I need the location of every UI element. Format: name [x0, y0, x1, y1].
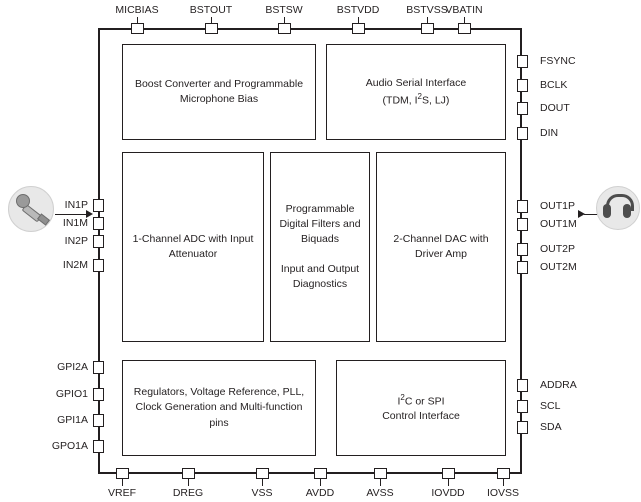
pin-label-dreg: DREG	[172, 487, 204, 499]
pin-pad-in2p	[93, 235, 104, 248]
block-control-label-line1: $I^2C$ or SPI	[397, 392, 445, 408]
microphone-icon	[8, 186, 54, 232]
pin-lead-bstsw	[284, 17, 285, 24]
pin-label-gpi1a: GPI1A	[57, 414, 88, 426]
pin-pad-din	[517, 127, 528, 140]
pin-lead-vbatin	[464, 17, 465, 24]
pin-pad-bclk	[517, 79, 528, 92]
pin-pad-bstvdd	[352, 23, 365, 34]
pin-lead-bstvdd	[358, 17, 359, 24]
pin-label-out2m: OUT2M	[540, 261, 577, 273]
pin-pad-dout	[517, 102, 528, 115]
pin-label-bstvdd: BSTVDD	[336, 4, 380, 16]
pin-pad-out2m	[517, 261, 528, 274]
headphone-arrow-icon	[578, 210, 585, 218]
pin-label-iovdd: IOVDD	[431, 487, 465, 499]
pin-label-avdd: AVDD	[305, 487, 335, 499]
pin-pad-in1p	[93, 199, 104, 212]
block-dac	[376, 152, 506, 342]
pin-label-vss: VSS	[251, 487, 273, 499]
block-adc	[122, 152, 264, 342]
pin-label-micbias: MICBIAS	[115, 4, 159, 16]
pin-label-avss: AVSS	[366, 487, 394, 499]
headphones-icon-right-cup	[623, 204, 631, 218]
block-boost-converter	[122, 44, 316, 140]
pin-pad-sda	[517, 421, 528, 434]
pin-lead-vref	[122, 479, 123, 486]
pin-label-out1m: OUT1M	[540, 218, 577, 230]
pin-label-gpi2a: GPI2A	[57, 361, 88, 373]
pin-label-gpio1: GPIO1	[55, 388, 88, 400]
pin-label-bstout: BSTOUT	[189, 4, 233, 16]
block-control-label-line2: Control Interface	[382, 410, 460, 423]
mic-connection-line	[55, 214, 87, 215]
block-control-interface	[336, 360, 506, 456]
pin-label-bclk: BCLK	[540, 79, 568, 91]
pin-pad-scl	[517, 400, 528, 413]
block-boost-label: Boost Converter and Programmable Microphone Bias	[134, 77, 304, 105]
pin-label-sda: SDA	[540, 421, 562, 433]
pin-label-bstsw: BSTSW	[265, 4, 303, 16]
pin-label-din: DIN	[540, 127, 559, 139]
microphone-icon-capsule	[16, 194, 30, 208]
pin-label-bstvss: BSTVSS	[406, 4, 448, 16]
pin-pad-bstsw	[278, 23, 291, 34]
block-dac-label: 2-Channel DAC with Driver Amp	[393, 232, 489, 260]
pin-label-in2m: IN2M	[62, 259, 88, 271]
pin-label-gpo1a: GPO1A	[51, 440, 88, 452]
pin-pad-gpio1	[93, 388, 104, 401]
pin-pad-iovss	[497, 468, 510, 479]
pin-label-in2p: IN2P	[64, 235, 88, 247]
pin-pad-vbatin	[458, 23, 471, 34]
pin-label-vref: VREF	[107, 487, 137, 499]
block-digital-filters	[270, 152, 370, 342]
mic-arrow-icon	[86, 210, 93, 218]
headphones-icon	[596, 186, 640, 230]
block-asi-label-line2: (TDM, $I^2S$, LJ)	[382, 91, 450, 107]
pin-label-out2p: OUT2P	[540, 243, 576, 255]
pin-pad-dreg	[182, 468, 195, 479]
block-adc-label: 1-Channel ADC with Input Attenuator	[132, 232, 254, 260]
pin-pad-fsync	[517, 55, 528, 68]
pin-pad-out1p	[517, 200, 528, 213]
pin-pad-vref	[116, 468, 129, 479]
pin-lead-micbias	[137, 17, 138, 24]
pin-lead-avss	[380, 479, 381, 486]
pin-pad-addra	[517, 379, 528, 392]
pin-lead-avdd	[320, 479, 321, 486]
pin-label-in1m: IN1M	[62, 217, 88, 229]
block-regulators	[122, 360, 316, 456]
block-regulators-label: Regulators, Voltage Reference, PLL, Clock Generation and Multi-function pins	[133, 386, 305, 429]
block-dsp-label-line1: Programmable Digital Filters and Biquads	[279, 202, 361, 246]
pin-pad-bstout	[205, 23, 218, 34]
pin-lead-bstvss	[427, 17, 428, 24]
pin-lead-iovdd	[448, 479, 449, 486]
pin-label-fsync: FSYNC	[540, 55, 576, 67]
pin-pad-in1m	[93, 217, 104, 230]
pin-label-vbatin: VBATIN	[445, 4, 483, 16]
headphones-icon-left-cup	[603, 204, 611, 218]
pin-label-dout: DOUT	[540, 102, 570, 114]
pin-pad-avdd	[314, 468, 327, 479]
pin-pad-vss	[256, 468, 269, 479]
pin-label-in1p: IN1P	[64, 199, 88, 211]
block-asi-label-line1: Audio Serial Interface	[365, 76, 467, 89]
pin-pad-gpo1a	[93, 440, 104, 453]
pin-pad-out1m	[517, 218, 528, 231]
pin-lead-bstout	[211, 17, 212, 24]
pin-lead-vss	[262, 479, 263, 486]
pin-label-iovss: IOVSS	[486, 487, 520, 499]
pin-pad-avss	[374, 468, 387, 479]
pin-pad-in2m	[93, 259, 104, 272]
block-dsp-label-line2: Input and Output Diagnostics	[280, 262, 360, 290]
pin-label-scl: SCL	[540, 400, 561, 412]
block-audio-serial-interface	[326, 44, 506, 140]
pin-pad-out2p	[517, 243, 528, 256]
pin-lead-dreg	[188, 479, 189, 486]
pin-pad-micbias	[131, 23, 144, 34]
pin-label-out1p: OUT1P	[540, 200, 576, 212]
pin-pad-bstvss	[421, 23, 434, 34]
pin-pad-iovdd	[442, 468, 455, 479]
pin-label-addra: ADDRA	[540, 379, 577, 391]
pin-pad-gpi2a	[93, 361, 104, 374]
pin-pad-gpi1a	[93, 414, 104, 427]
pin-lead-iovss	[503, 479, 504, 486]
